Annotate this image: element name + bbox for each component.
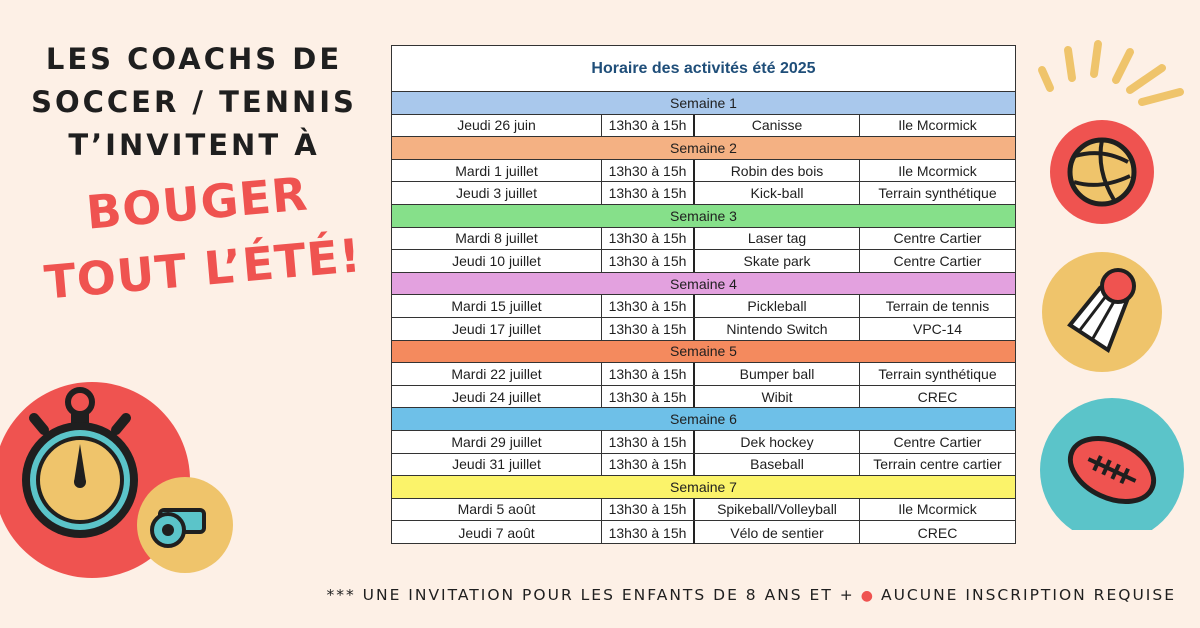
activity-time: 13h30 à 15h [602, 454, 695, 476]
accent-headline [25, 155, 375, 316]
activity-day: Jeudi 17 juillet [392, 318, 602, 340]
activity-time: 13h30 à 15h [602, 318, 695, 340]
activity-time: 13h30 à 15h [602, 115, 695, 137]
activity-name: Wibit [695, 386, 860, 408]
activity-time: 13h30 à 15h [602, 363, 695, 385]
week-header: Semaine 5 [392, 341, 1015, 364]
activity-time: 13h30 à 15h [602, 499, 695, 521]
accent-line-2: TOUT L’ÉTÉ! [42, 228, 364, 310]
headline [14, 38, 374, 167]
week-header: Semaine 3 [392, 205, 1015, 228]
activity-day: Jeudi 26 juin [392, 115, 602, 137]
activity-row [392, 295, 1015, 318]
activity-row [392, 318, 1015, 341]
footer-note [0, 586, 1176, 604]
activity-day: Mardi 15 juillet [392, 295, 602, 317]
activity-place: Terrain de tennis [885, 298, 990, 315]
activity-place: Centre Cartier [893, 433, 982, 450]
activity-place: Ile Mcormick [898, 117, 977, 134]
activity-row [392, 386, 1015, 409]
activity-day: Jeudi 3 juillet [392, 182, 602, 204]
activity-name: Spikeball/Volleyball [695, 499, 860, 521]
activity-place: CREC [917, 524, 958, 541]
activity-name: Canisse [695, 115, 860, 137]
activity-day: Mardi 8 juillet [392, 228, 602, 250]
activity-row [392, 160, 1015, 183]
activity-row [392, 454, 1015, 477]
activity-place: Centre Cartier [893, 230, 982, 247]
headline-line-3: T’INVITENT À [68, 128, 320, 162]
activity-row [392, 182, 1015, 205]
activity-day: Mardi 5 août [392, 499, 602, 521]
activity-day: Mardi 29 juillet [392, 431, 602, 453]
activity-place: Ile Mcormick [898, 162, 977, 179]
week-header: Semaine 1 [392, 92, 1015, 115]
activity-name: Kick-ball [695, 182, 860, 204]
schedule-body [392, 92, 1015, 544]
footer-dot-separator: ● [860, 588, 875, 604]
activity-time: 13h30 à 15h [602, 228, 695, 250]
activity-time: 13h30 à 15h [602, 250, 695, 272]
sports-decoration [1030, 30, 1200, 530]
footer-no-registration: AUCUNE INSCRIPTION REQUISE [880, 586, 1176, 604]
activity-day: Jeudi 24 juillet [392, 386, 602, 408]
activity-row [392, 115, 1015, 138]
activity-place: CREC [917, 388, 958, 405]
activity-schedule [391, 45, 1016, 544]
week-header: Semaine 6 [392, 408, 1015, 431]
activity-day: Jeudi 31 juillet [392, 454, 602, 476]
activity-row [392, 250, 1015, 273]
activity-row [392, 499, 1015, 522]
week-header: Semaine 2 [392, 137, 1015, 160]
activity-name: Baseball [695, 454, 860, 476]
stopwatch-whistle-decoration [0, 360, 250, 600]
activity-name: Bumper ball [695, 363, 860, 385]
footer-invitation: *** UNE INVITATION POUR LES ENFANTS DE 8 ANS ET + [326, 586, 855, 604]
activity-place: VPC-14 [912, 320, 963, 337]
activity-time: 13h30 à 15h [602, 182, 695, 204]
activity-place: Ile Mcormick [898, 501, 977, 518]
activity-place: Terrain synthétique [878, 365, 997, 382]
sunburst-icon [1042, 44, 1180, 102]
activity-name: Vélo de sentier [695, 521, 860, 544]
activity-day: Mardi 22 juillet [392, 363, 602, 385]
activity-name: Nintendo Switch [695, 318, 860, 340]
activity-row [392, 228, 1015, 251]
activity-day: Mardi 1 juillet [392, 160, 602, 182]
activity-name: Pickleball [695, 295, 860, 317]
activity-time: 13h30 à 15h [602, 160, 695, 182]
activity-row [392, 431, 1015, 454]
activity-time: 13h30 à 15h [602, 431, 695, 453]
activity-row [392, 521, 1015, 544]
activity-day: Jeudi 7 août [392, 521, 602, 544]
headline-line-1: LES COACHS DE [45, 42, 343, 76]
activity-place: Centre Cartier [893, 252, 982, 269]
activity-time: 13h30 à 15h [602, 386, 695, 408]
headline-line-2: SOCCER / TENNIS [31, 85, 357, 119]
activity-place: Terrain centre cartier [873, 456, 1002, 473]
activity-name: Laser tag [695, 228, 860, 250]
activity-place: Terrain synthétique [878, 185, 997, 202]
activity-day: Jeudi 10 juillet [392, 250, 602, 272]
activity-name: Skate park [695, 250, 860, 272]
volleyball-icon [1070, 140, 1134, 204]
accent-line-1: BOUGER [84, 166, 311, 240]
activity-time: 13h30 à 15h [602, 521, 695, 544]
activity-name: Dek hockey [695, 431, 860, 453]
schedule-title: Horaire des activités été 2025 [392, 46, 1015, 92]
activity-time: 13h30 à 15h [602, 295, 695, 317]
activity-row [392, 363, 1015, 386]
activity-name: Robin des bois [695, 160, 860, 182]
week-header: Semaine 7 [392, 476, 1015, 499]
week-header: Semaine 4 [392, 273, 1015, 296]
